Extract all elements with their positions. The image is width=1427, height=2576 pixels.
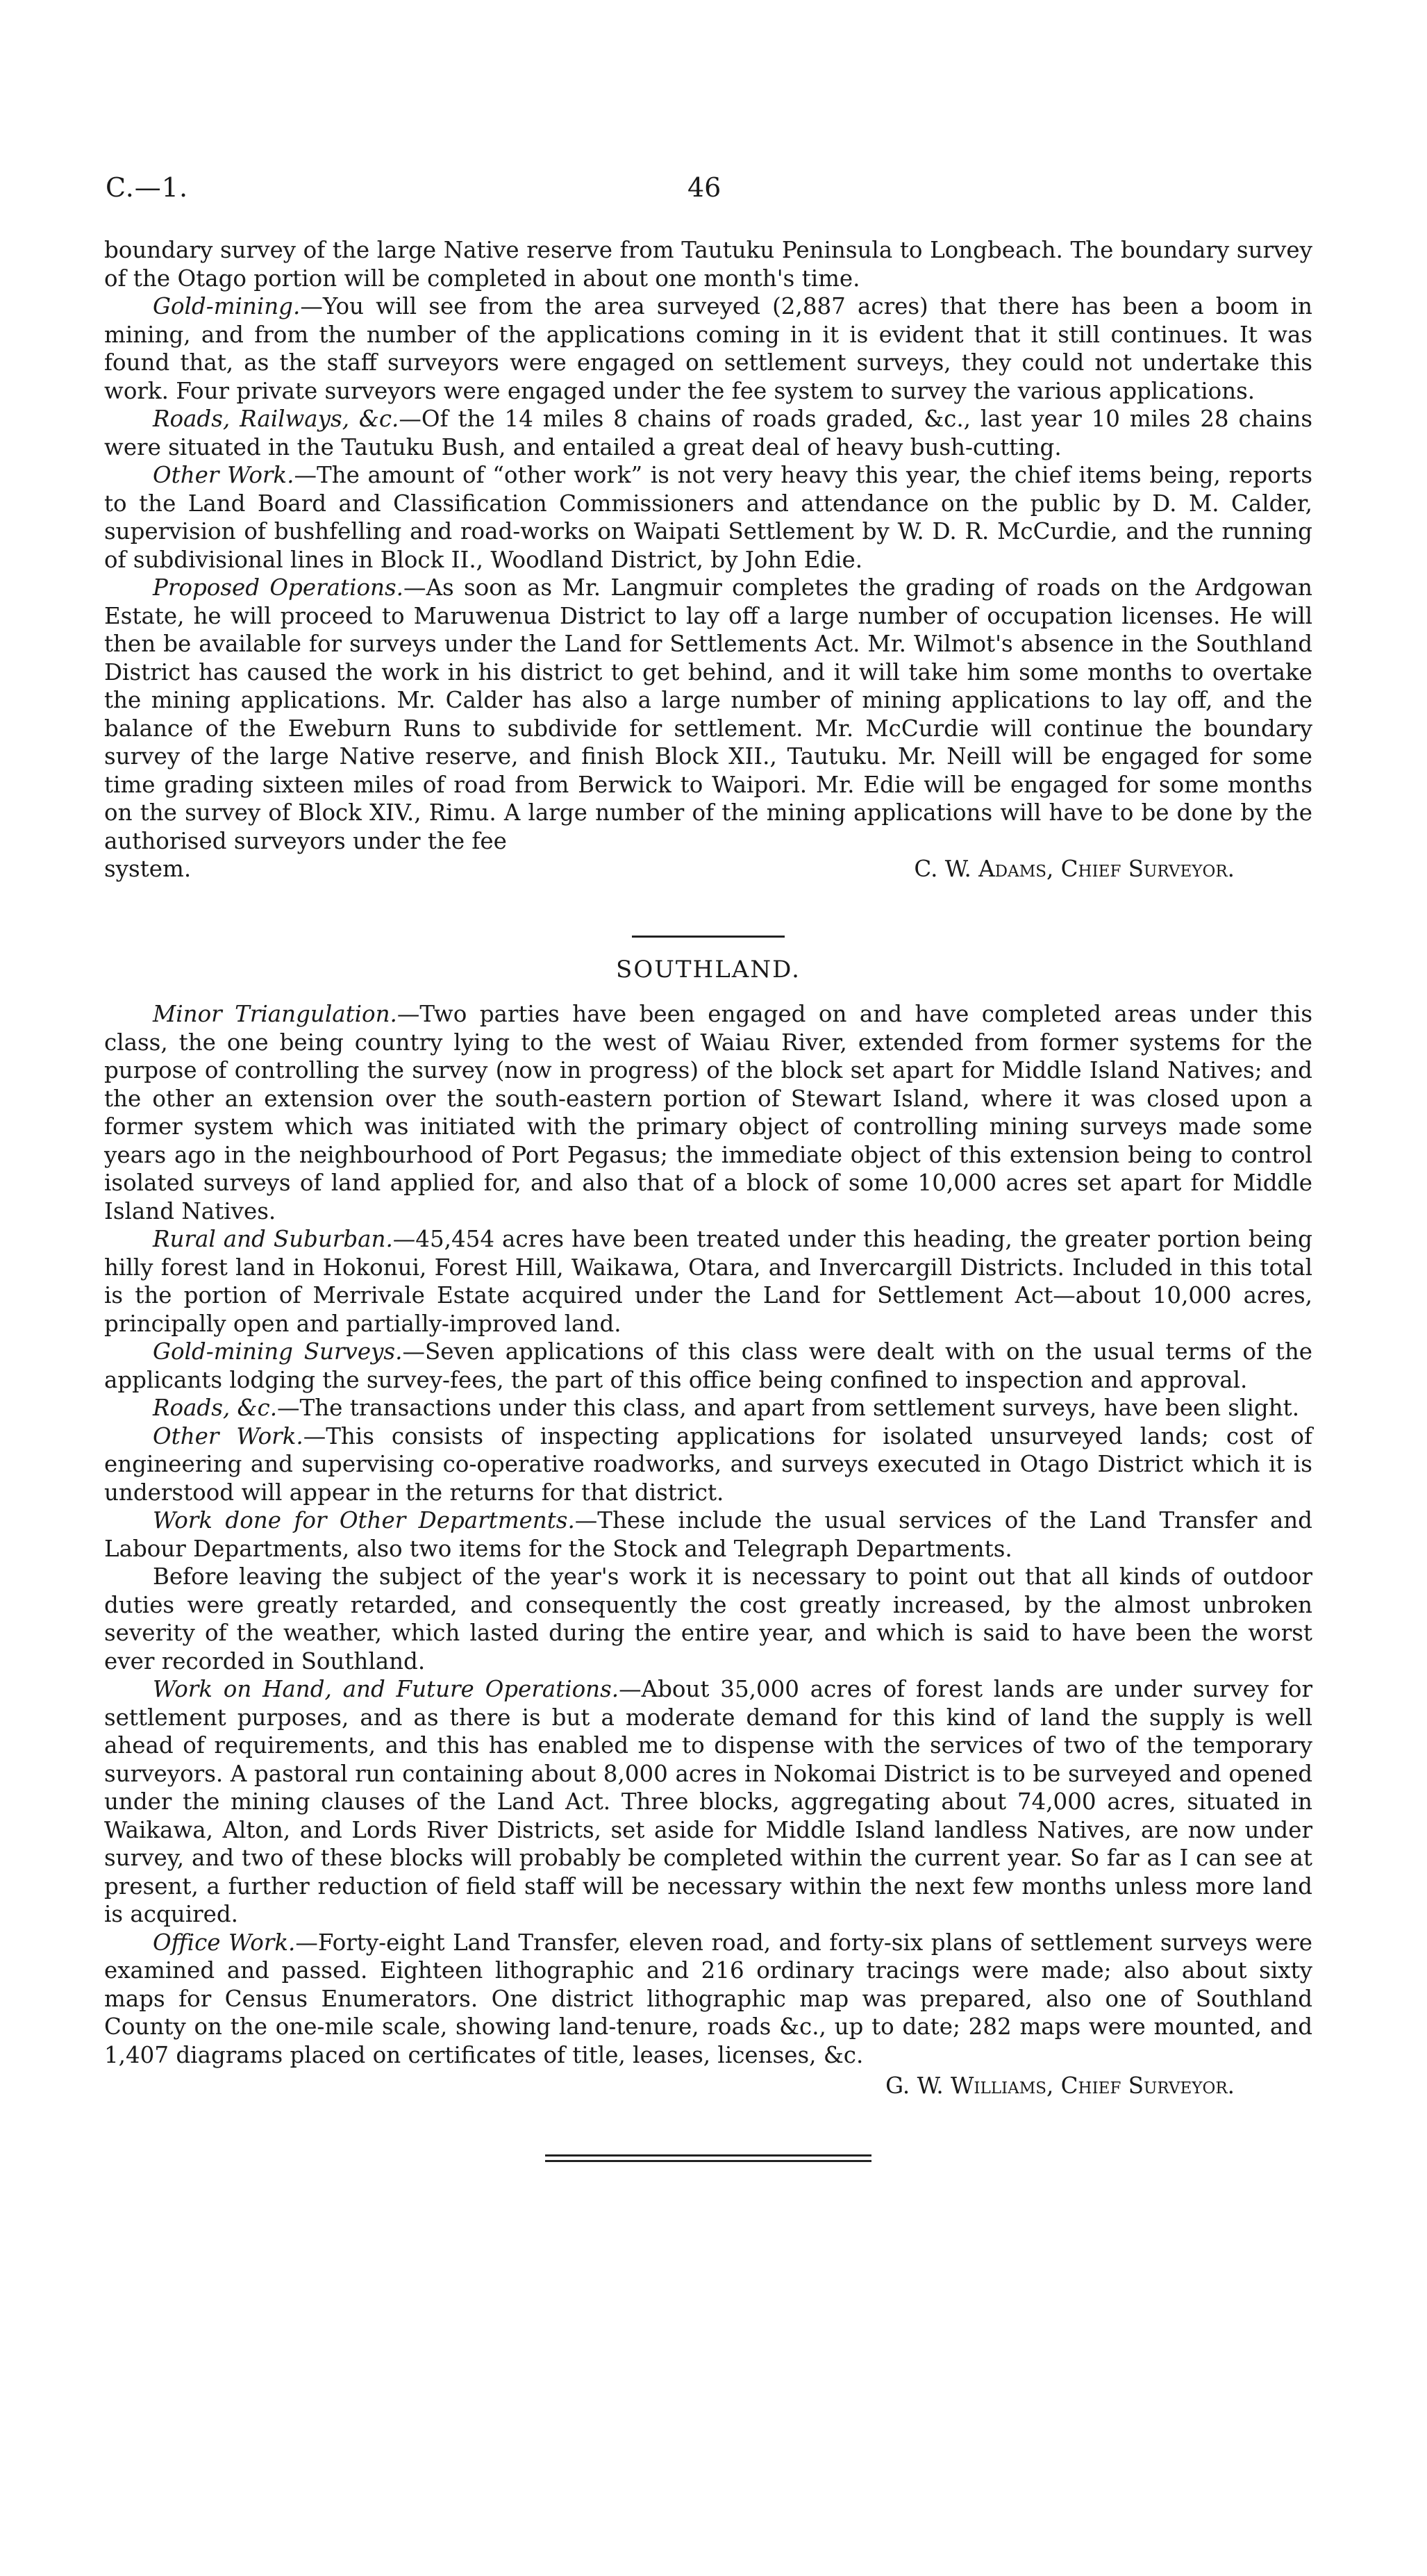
southland-rural-paragraph: [104, 1225, 1312, 1338]
section-heading: Gold-mining Surveys.: [153, 1338, 403, 1365]
otago-proposed-operations-paragraph: [104, 574, 1312, 855]
paragraph-text: —You will see from the area surveyed (2,887 acres) that there has been a boom in mining, and from the number of the applications coming in it is evident that it still continues. It was found that, as the staff surveyors were engaged on settlement surveys, they could not undertake this work. Four private surveyors were engaged under the fee system to survey the various applications.: [104, 293, 1312, 404]
otago-roads-paragraph: [104, 405, 1312, 461]
section-heading: Proposed Operations.: [153, 574, 403, 601]
signature-williams: G. W. Williams, Chief Surveyor.: [885, 2072, 1235, 2099]
paragraph-text: —Two parties have been engaged on and have completed areas under this class, the one being country lying to the west of Waiau River, extended from former systems for the purpose of controlling the survey (now in progress) of the block set apart for Middle Island Natives; and the other an extension over the south-eastern portion of Stewart Island, where it was closed upon a former system which was initiated with the primary object of controlling mining surveys made some years ago in the neighbourhood of Port Pegasus; the immediate object of this extension being to control isolated surveys of land applied for, and also that of a block of some 10,000 acres set apart for Middle Island Natives.: [104, 1001, 1312, 1224]
paragraph-text: —About 35,000 acres of forest lands are under survey for settlement purposes, and as there is but a moderate demand for this kind of land the supply is well ahead of requirements, and this has enabled me to dispense with the services of two of the temporary surveyors. A pastoral run containing about 8,000 acres in Nokomai District is to be surveyed and opened under the mining clauses of the Land Act. Three blocks, aggregating about 74,000 acres, situated in Waikawa, Alton, and Lords River Districts, set aside for Middle Island landless Natives, are now under survey, and two of these blocks will probably be completed within the current year. So far as I can see at present, a further reduction of field staff will be necessary within the next few months unless more land is acquired.: [104, 1676, 1313, 1927]
otago-boundary-paragraph: boundary survey of the large Native reserve from Tautuku Peninsula to Longbeach. The boundary survey of the Otago portion will be completed in about one month's time.: [104, 237, 1312, 292]
section-heading: Roads, &c.: [153, 1395, 278, 1421]
document-reference: C.—1.: [106, 172, 189, 203]
paragraph-text: —These include the usual services of the Land Transfer and Labour Departments, also two items for the Stock and Telegraph Departments.: [104, 1507, 1312, 1562]
paragraph-text: —Seven applications of this class were dealt with on the usual terms of the applicants lodging the survey-fees, the part of this office being confined to inspection and approval.: [104, 1338, 1312, 1393]
southland-weather-paragraph: Before leaving the subject of the year's work it is necessary to point out that all kinds of outdoor duties were greatly retarded, and consequently the cost greatly increased, by the almost unbroken severity of the weather, which lasted during the entire year, and which is said to have been the worst ever recorded in Southland.: [104, 1563, 1312, 1675]
section-heading: Rural and Suburban.: [153, 1226, 393, 1252]
southland-signature-line: [104, 2072, 1235, 2100]
section-heading: Work on Hand, and Future Operations.: [153, 1676, 619, 1702]
section-divider: [104, 936, 1312, 938]
paragraph-text: —The transactions under this class, and apart from settlement surveys, have been slight.: [277, 1395, 1300, 1421]
page-header: [106, 172, 1314, 214]
southland-future-operations-paragraph: [104, 1675, 1312, 1929]
document-body: [104, 236, 1312, 2162]
southland-gold-mining-paragraph: [104, 1338, 1312, 1394]
paragraph-text: —Forty-eight Land Transfer, eleven road, and forty-six plans of settlement surveys were examined and passed. Eighteen lithographic and 216 ordinary tracings were made; also about sixty maps for Census Enumerators. One district lithographic map was prepared, also one of Southland County on the one-mile scale, showing land-tenure, roads &c., up to date; 282 maps were mounted, and 1,407 diagrams placed on certificates of title, leases, licenses, &c.: [104, 1929, 1312, 2068]
paragraph-text: —As soon as Mr. Langmuir completes the grading of roads on the Ardgowan Estate, he will proceed to Maruwenua District to lay off a large number of occupation licenses. He will then be available for surveys under the Land for Settlements Act. Mr. Wilmot's absence in the Southland District has caused the work in his district to get behind, and it will take him some months to overtake the mining applications. Mr. Calder has also a large number of mining applications to lay off, and the balance of the Eweburn Runs to subdivide for settlement. Mr. McCurdie will continue the boundary survey of the large Native reserve, and finish Block XII., Tautuku. Mr. Neill will be engaged for some time grading sixteen miles of road from Berwick to Waipori. Mr. Edie will be engaged for some months on the survey of Block XIV., Rimu. A large number of the mining applications will have to be done by the authorised surveyors under the fee: [104, 574, 1312, 854]
signature-adams: C. W. Adams, Chief Surveyor.: [914, 856, 1235, 882]
otago-gold-mining-paragraph: [104, 292, 1312, 405]
southland-other-departments-paragraph: [104, 1506, 1312, 1563]
paragraph-text: —The amount of “other work” is not very heavy this year, the chief items being, reports to the Land Board and Classification Commissioners and attendance on the public by D. M. Calder, supervision of bushfelling and road-works on Waipati Settlement by W. D. R. McCurdie, and the running of subdivisional lines in Block II., Woodland District, by John Edie.: [104, 462, 1312, 573]
section-heading: Gold-mining.: [153, 293, 301, 319]
end-divider: [104, 2154, 1312, 2162]
section-heading: Roads, Railways, &c.: [153, 406, 399, 432]
section-heading: Office Work.: [153, 1929, 296, 1956]
paragraph-text: —Of the 14 miles 8 chains of roads graded, &c., last year 10 miles 28 chains were situated in the Tautuku Bush, and entailed a great deal of heavy bush-cutting.: [104, 406, 1313, 460]
double-divider-line: [545, 2154, 871, 2162]
southland-other-work-paragraph: [104, 1422, 1312, 1507]
section-heading: Minor Triangulation.: [153, 1001, 397, 1027]
divider-line: [632, 936, 785, 938]
section-heading: Other Work.: [153, 1422, 303, 1449]
paragraph-text: —45,454 acres have been treated under this heading, the greater portion being hilly forest land in Hokonui, Forest Hill, Waikawa, Otara, and Invercargill Districts. Included in this total is the portion of Merrivale Estate acquired under the Land for Settlement Act—about 10,000 acres, principally open and partially-improved land.: [104, 1226, 1312, 1337]
section-heading: Work done for Other Departments.: [153, 1507, 575, 1534]
southland-heading: SOUTHLAND.: [616, 955, 801, 983]
southland-roads-paragraph: [104, 1394, 1312, 1422]
section-heading: Other Work.: [153, 462, 294, 488]
paragraph-text-end: system.: [104, 856, 192, 882]
paragraph-text: —This consists of inspecting applications for isolated unsurveyed lands; cost of engineering and supervising co-operative roadworks, and surveys executed in Otago District which it is understood will appear in the returns for that district.: [104, 1422, 1312, 1506]
otago-other-work-paragraph: [104, 461, 1312, 574]
southland-office-work-paragraph: [104, 1929, 1312, 2070]
southland-triangulation-paragraph: [104, 1000, 1312, 1225]
otago-signature-line: [104, 855, 1312, 883]
page-number: 46: [687, 172, 721, 203]
